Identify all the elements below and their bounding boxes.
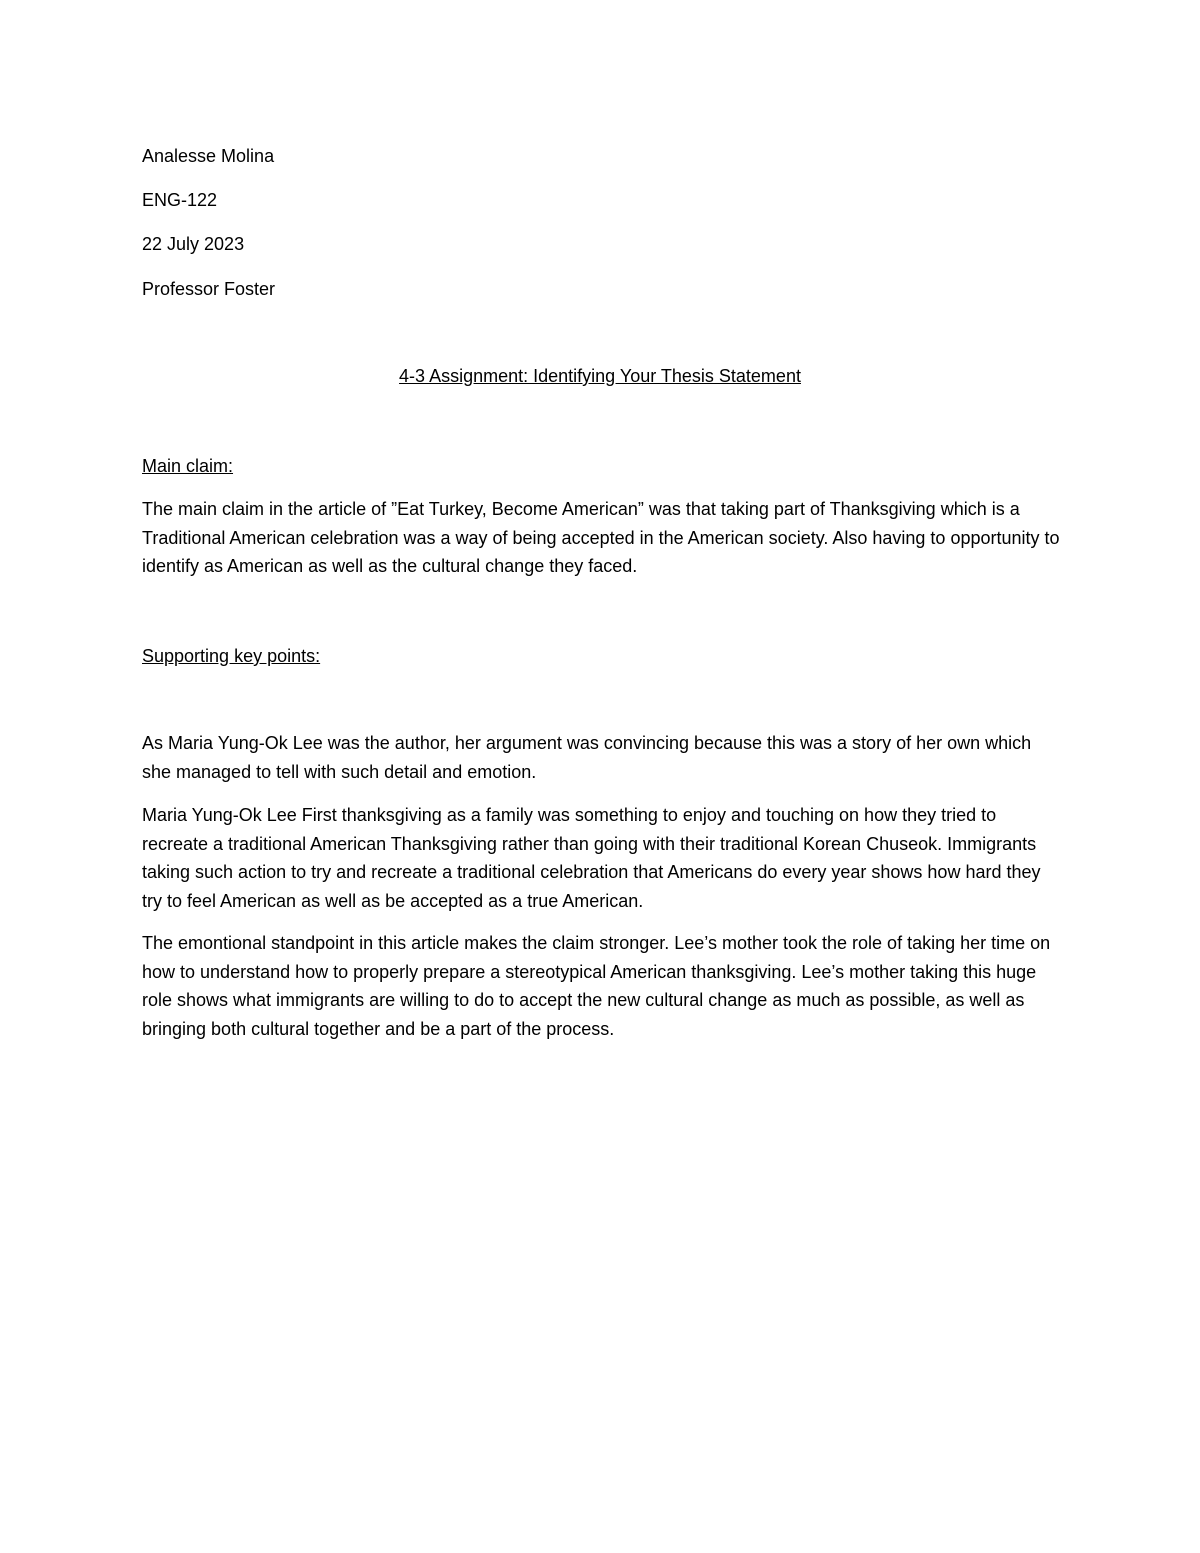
document-date: 22 July 2023 <box>142 234 245 254</box>
supporting-paragraph-1: As Maria Yung-Ok Lee was the author, her argument was convincing because this was a story of her own which she managed to tell with such detail and emotion. <box>142 733 1032 782</box>
main-claim-heading: Main claim: <box>142 456 234 476</box>
page-title: 4-3 Assignment: Identifying Your Thesis Statement <box>399 366 801 386</box>
professor-name: Professor Foster <box>142 279 276 299</box>
course-code: ENG-122 <box>142 190 218 210</box>
author-name: Analesse Molina <box>142 146 275 166</box>
supporting-points-heading: Supporting key points: <box>142 646 321 666</box>
main-claim-paragraph: The main claim in the article of ”Eat Turkey, Become American” was that taking part of Thanksgiving which is a Traditional American celebration was a way of being accepted in the American society. Also having to opportunity to identify as American as well as the cultural change they faced. <box>142 499 1060 576</box>
supporting-paragraph-3: The emontional standpoint in this article makes the claim stronger. Lee’s mother took the role of taking her time on how to understand how to properly prepare a stereotypical American thanksgiving. Lee’s mother taking this huge role shows what immigrants are willing to do to accept the new cultural change as much as possible, as well as bringing both cultural together and be a part of the process. <box>142 933 1051 1039</box>
supporting-paragraph-2: Maria Yung-Ok Lee First thanksgiving as a family was something to enjoy and touching on how they tried to recreate a traditional American Thanksgiving rather than going with their traditional Korean Chuseok. Immigrants taking such action to try and recreate a traditional celebration that Americans do every year shows how hard they try to feel American as well as be accepted as a true American. <box>142 805 1041 911</box>
